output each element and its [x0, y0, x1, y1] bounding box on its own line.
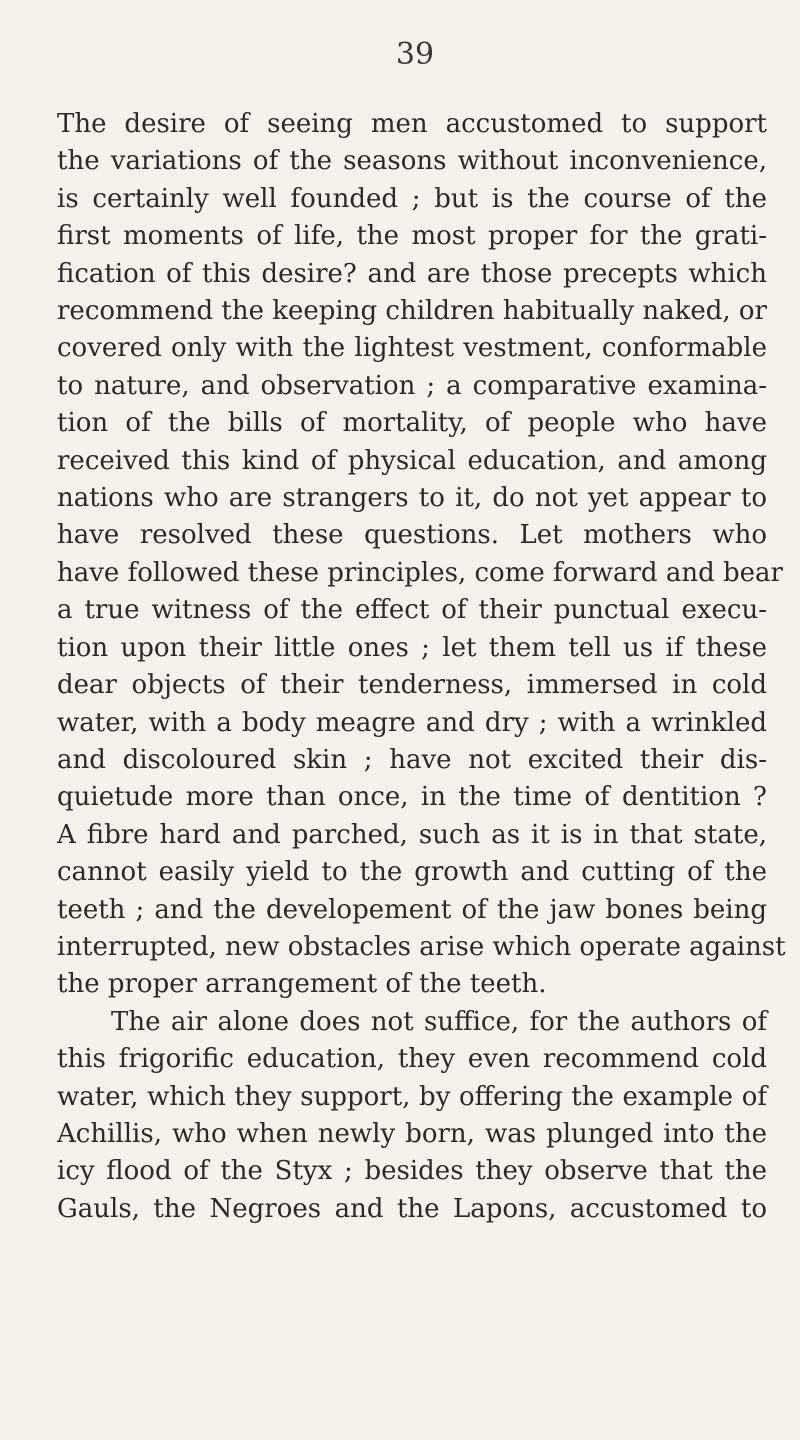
text-line: The air alone does not suffice, for the authors of	[111, 1006, 767, 1037]
text-line: first moments of life, the most proper for the grati-	[57, 221, 767, 252]
text-line: is certainly well founded ; but is the course of the	[57, 183, 767, 214]
text-line: have followed these principles, come forward and bear	[57, 557, 783, 588]
text-line: icy flood of the Styx ; besides they observe that the	[57, 1156, 767, 1187]
text-line: interrupted, new obstacles arise which operate against	[57, 931, 786, 962]
text-line: received this kind of physical education, and among	[57, 445, 767, 476]
text-line: quietude more than once, in the time of dentition ?	[57, 782, 767, 813]
text-line: this frigorific education, they even recommend cold	[57, 1044, 767, 1075]
text-line: fication of this desire? and are those precepts which	[57, 258, 767, 289]
text-line: cannot easily yield to the growth and cutting of the	[57, 857, 767, 888]
text-line: teeth ; and the developement of the jaw bones being	[57, 894, 767, 925]
text-line: nations who are strangers to it, do not yet appear to	[57, 483, 767, 514]
text-line: tion of the bills of mortality, of people who have	[57, 408, 767, 439]
text-line: tion upon their little ones ; let them tell us if these	[57, 632, 767, 663]
text-line: The desire of seeing men accustomed to support	[57, 109, 767, 139]
text-line: a true witness of the effect of their punctual execu-	[57, 595, 767, 626]
text-line: the proper arrangement of the teeth.	[57, 969, 547, 1000]
text-line: dear objects of their tenderness, immersed in cold	[57, 670, 767, 701]
page-number: 39	[395, 37, 435, 72]
text-line: and discoloured skin ; have not excited their dis-	[57, 744, 767, 775]
text-line: covered only with the lightest vestment, conformable	[57, 333, 767, 364]
body-text	[57, 106, 786, 1228]
text-line: the variations of the seasons without inconvenience,	[57, 146, 767, 177]
text-line: to nature, and observation ; a comparative examina-	[57, 370, 767, 401]
text-line: A fibre hard and parched, such as it is in that state,	[57, 819, 767, 850]
text-line: water, which they support, by offering the example of	[57, 1081, 767, 1112]
text-line: Gauls, the Negroes and the Lapons, accustomed to	[57, 1193, 767, 1224]
text-line: recommend the keeping children habitually naked, or	[57, 296, 767, 327]
text-line: Achillis, who when newly born, was plunged into the	[57, 1118, 767, 1149]
text-line: have resolved these questions. Let mothers who	[57, 520, 767, 551]
text-line: water, with a body meagre and dry ; with a wrinkled	[57, 707, 767, 738]
